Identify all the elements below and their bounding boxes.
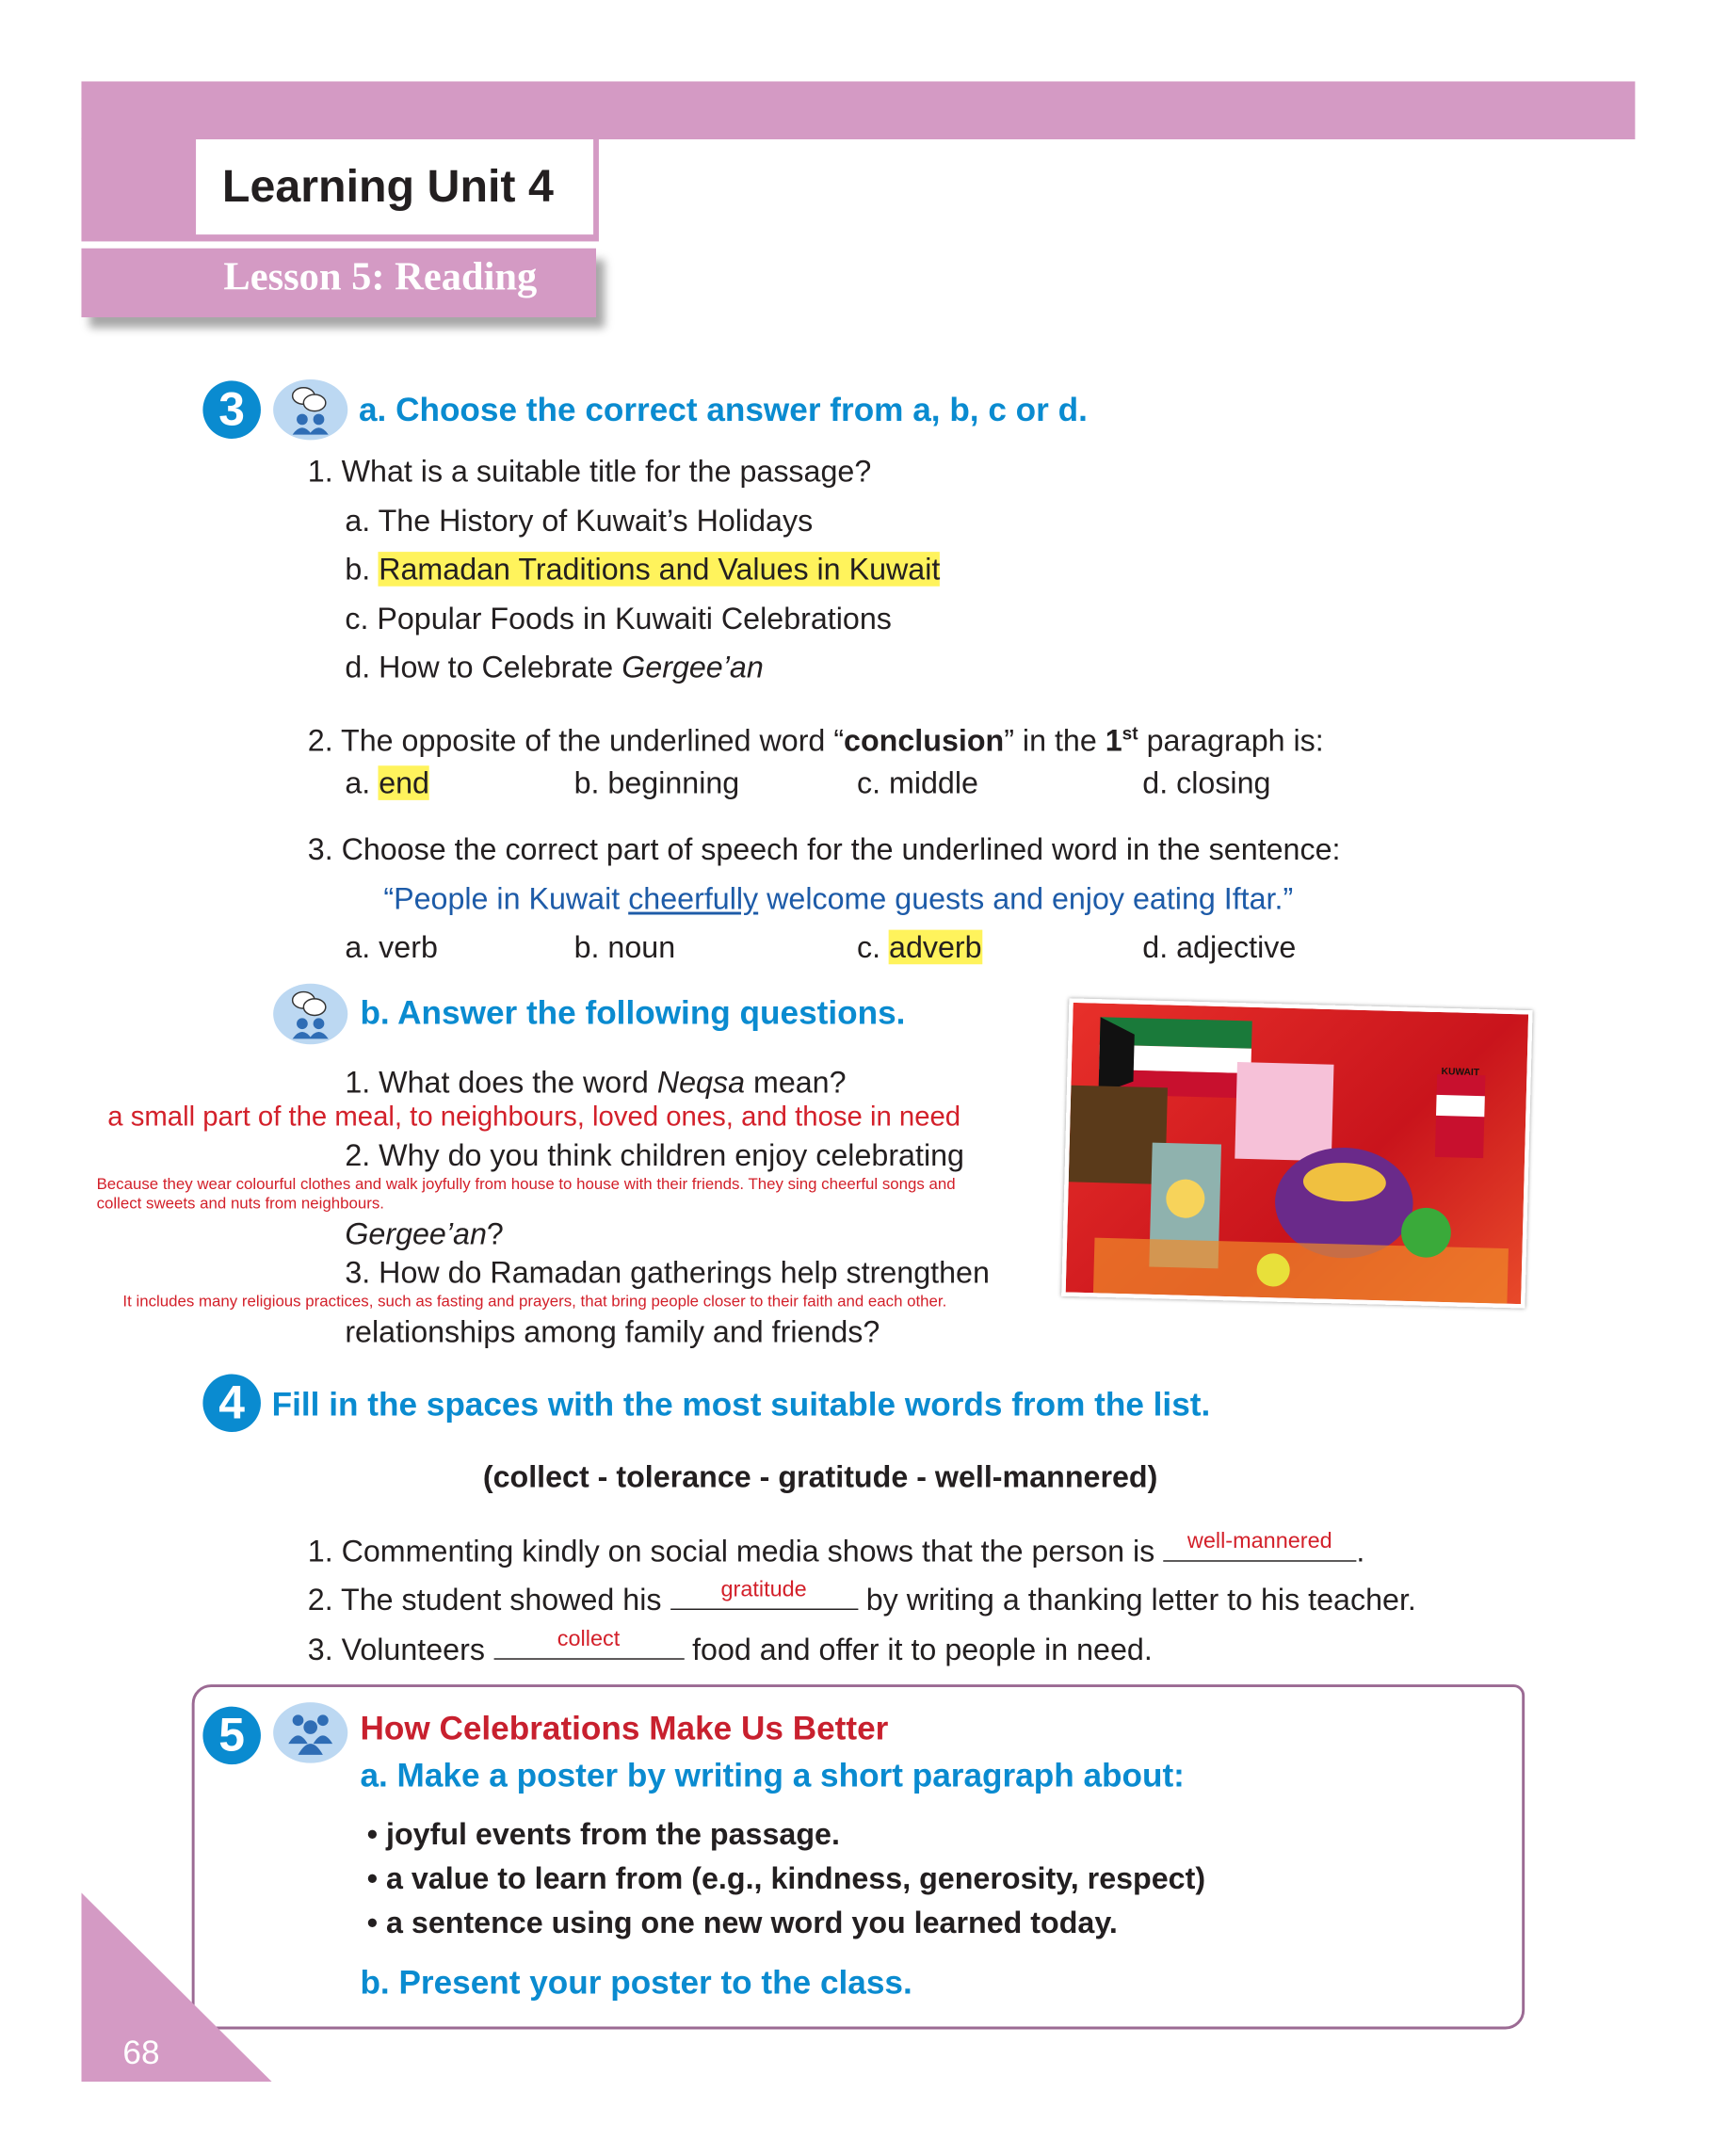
question-word: Gergee’an bbox=[345, 1216, 487, 1252]
open-question-2: 2. Why do you think children enjoy celebrating bbox=[345, 1137, 964, 1173]
question-text: 1. What does the word bbox=[345, 1065, 657, 1100]
q1-option-b bbox=[345, 552, 940, 587]
section-4-heading: Fill in the spaces with the most suitable words from the list. bbox=[271, 1386, 1211, 1424]
section-5-part-a: a. Make a poster by writing a short paragraph about: bbox=[360, 1757, 1185, 1795]
q3-option-b: b. noun bbox=[573, 929, 676, 965]
ramadan-photo bbox=[1061, 998, 1532, 1308]
open-question-1 bbox=[345, 1065, 846, 1100]
answer-2-line-1: Because they wear colourful clothes and walk joyfully from house to house with their friends. They sing cheerful songs and bbox=[96, 1176, 956, 1194]
answer-blank[interactable] bbox=[493, 1628, 684, 1660]
q2-text: paragraph is: bbox=[1138, 723, 1324, 758]
sentence-text: by writing a thanking letter to his teacher. bbox=[857, 1582, 1416, 1617]
unit-title: Learning Unit 4 bbox=[221, 159, 554, 212]
q2-ordinal: 1 bbox=[1105, 723, 1122, 758]
answer-blank[interactable] bbox=[1163, 1530, 1356, 1562]
word-list: (collect - tolerance - gratitude - well-mannered) bbox=[482, 1459, 1158, 1494]
question-text: mean? bbox=[745, 1065, 847, 1100]
underlined-word: cheerfully bbox=[628, 881, 759, 916]
section-5-part-b: b. Present your poster to the class. bbox=[360, 1964, 912, 2003]
question-text: ? bbox=[486, 1216, 504, 1252]
section-number-5: 5 bbox=[202, 1707, 261, 1765]
q3-option-c bbox=[857, 930, 982, 965]
option-italic: Gergee’an bbox=[621, 650, 764, 684]
q2-sup: st bbox=[1122, 722, 1138, 744]
section-5-title: How Celebrations Make Us Better bbox=[360, 1710, 889, 1748]
q2-word: conclusion bbox=[844, 723, 1005, 758]
sentence-text: “People in Kuwait bbox=[383, 881, 629, 916]
photo-flag-label: KUWAIT bbox=[1441, 1067, 1480, 1079]
filled-answer: well-mannered bbox=[1186, 1530, 1332, 1553]
q2-text: ” in the bbox=[1004, 723, 1106, 758]
open-question-3-cont: relationships among family and friends? bbox=[345, 1314, 880, 1350]
bullet-2: • a value to learn from (e.g., kindness, generosity, respect) bbox=[366, 1860, 1206, 1896]
question-2 bbox=[308, 716, 1324, 757]
q2-option-c: c. middle bbox=[856, 765, 978, 800]
option-letter: b. bbox=[345, 552, 371, 587]
sentence-text: welcome guests and enjoy eating Iftar.” bbox=[758, 881, 1294, 916]
q2-option-a bbox=[345, 765, 429, 800]
answer-2-line-2: collect sweets and nuts from neighbours. bbox=[96, 1196, 384, 1213]
open-question-2-cont bbox=[345, 1216, 504, 1251]
answer-blank[interactable] bbox=[670, 1578, 857, 1610]
part-b-heading: b. Answer the following questions. bbox=[360, 994, 906, 1033]
group-icon bbox=[273, 1702, 347, 1762]
top-band bbox=[81, 81, 1635, 139]
section-number-4: 4 bbox=[202, 1374, 261, 1432]
q1-option-d bbox=[345, 650, 763, 684]
open-question-3: 3. How do Ramadan gatherings help strengthen bbox=[345, 1255, 990, 1291]
fill-sentence-1 bbox=[307, 1530, 1365, 1569]
option-letter: a. bbox=[345, 765, 371, 800]
corner-triangle bbox=[81, 1892, 271, 2082]
question-1: 1. What is a suitable title for the passage? bbox=[307, 454, 872, 489]
q1-option-c: c. Popular Foods in Kuwaiti Celebrations bbox=[345, 601, 892, 636]
page-number: 68 bbox=[122, 2035, 160, 2072]
bullet-3: • a sentence using one new word you learned today. bbox=[366, 1905, 1118, 1940]
q3-option-d: d. adjective bbox=[1142, 929, 1297, 965]
part-a-heading: a. Choose the correct answer from a, b, c or d. bbox=[358, 392, 1088, 429]
q3-option-a: a. verb bbox=[345, 929, 438, 965]
sentence-text: 1. Commenting kindly on social media shows that the person is bbox=[307, 1534, 1164, 1569]
q2-option-d: d. closing bbox=[1142, 765, 1271, 800]
option-letter: c. bbox=[856, 929, 881, 965]
bullet-1: • joyful events from the passage. bbox=[366, 1816, 840, 1852]
fill-sentence-3 bbox=[307, 1628, 1153, 1667]
answer-3: It includes many religious practices, such as fasting and prayers, that bring people closer to their faith and each other. bbox=[122, 1294, 947, 1311]
sentence-text: . bbox=[1356, 1534, 1365, 1569]
filled-answer: collect bbox=[557, 1628, 621, 1651]
filled-answer: gratitude bbox=[720, 1578, 807, 1602]
question-word: Neqsa bbox=[656, 1065, 746, 1100]
sentence-text: food and offer it to people in need. bbox=[684, 1632, 1153, 1667]
q2-option-b: b. beginning bbox=[573, 765, 740, 800]
q2-text: 2. The opposite of the underlined word “ bbox=[307, 723, 845, 758]
question-3: 3. Choose the correct part of speech for the underlined word in the sentence: bbox=[307, 831, 1341, 867]
section-number-3: 3 bbox=[202, 380, 261, 439]
q1-option-a: a. The History of Kuwait’s Holidays bbox=[345, 503, 814, 539]
answer-1: a small part of the meal, to neighbours, loved ones, and those in need bbox=[107, 1102, 961, 1134]
selected-answer: Ramadan Traditions and Values in Kuwait bbox=[379, 552, 941, 587]
q3-sentence bbox=[383, 881, 1293, 916]
selected-answer: adverb bbox=[889, 929, 982, 965]
pair-discussion-icon bbox=[273, 984, 347, 1044]
option-text: d. How to Celebrate bbox=[345, 650, 614, 684]
fill-sentence-2 bbox=[307, 1578, 1416, 1617]
selected-answer: end bbox=[379, 765, 430, 800]
sentence-text: 2. The student showed his bbox=[307, 1582, 670, 1617]
pair-discussion-icon bbox=[273, 379, 347, 440]
sentence-text: 3. Volunteers bbox=[307, 1632, 493, 1667]
lesson-title: Lesson 5: Reading bbox=[223, 255, 538, 299]
